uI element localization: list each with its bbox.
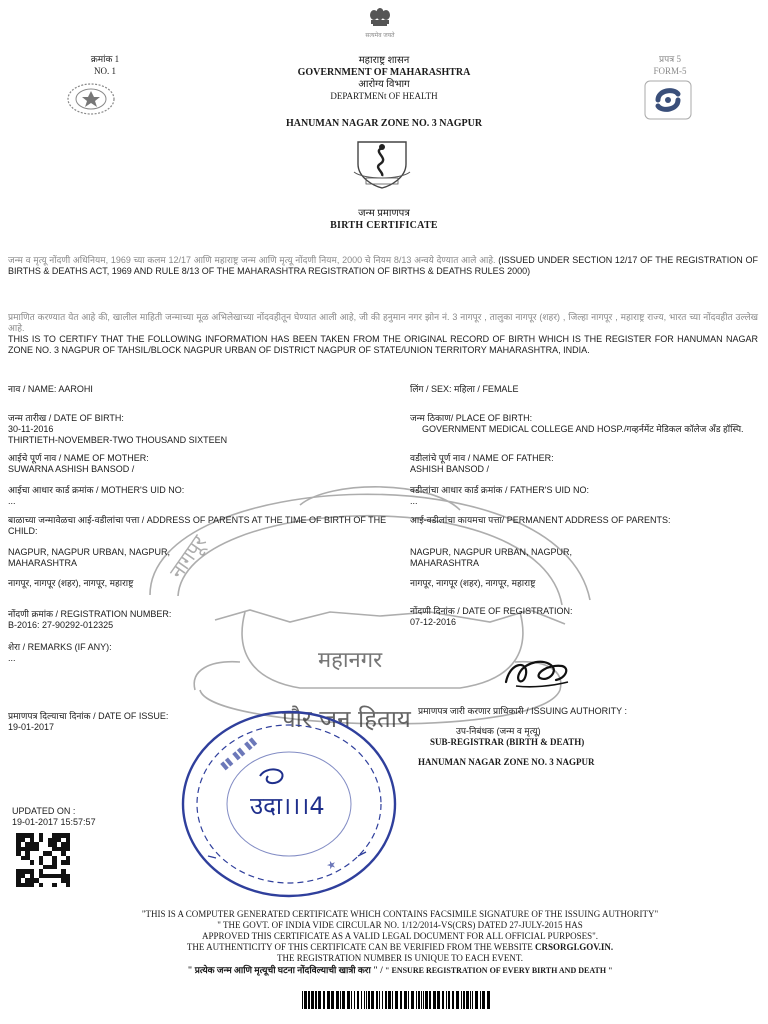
dept-marathi: आरोग्य विभाग [358, 79, 410, 90]
barcode-bar [379, 991, 380, 1009]
barcode-bar [461, 991, 462, 1009]
barcode-bar [376, 991, 378, 1009]
registration-number-label: नोंदणी क्रमांक / REGISTRATION NUMBER: [8, 609, 172, 619]
barcode-bar [318, 991, 321, 1009]
father-uid-value: ... [410, 496, 418, 506]
barcode-bar [342, 991, 345, 1009]
barcode-bar [425, 991, 428, 1009]
registration-number-value: B-2016: 27-90292-012325 [8, 620, 114, 630]
dob-words: THIRTIETH-NOVEMBER-TWO THOUSAND SIXTEEN [8, 435, 228, 445]
barcode-bar [411, 991, 414, 1009]
date-of-issue-label: प्रमाणपत्र दिल्याचा दिनांक / DATE OF ISSUE: [8, 711, 169, 721]
crs-logo-icon [644, 80, 692, 120]
barcode-bar [433, 991, 436, 1009]
footer-line-5: THE REGISTRATION NUMBER IS UNIQUE TO EACH EVENT. [277, 953, 523, 963]
barcode-bar [418, 991, 420, 1009]
barcode-bar [340, 991, 341, 1009]
child-name: नाव / NAME: AAROHI [8, 384, 93, 394]
permanent-address-marathi: नागपूर, नागपूर (शहर), नागपूर, महाराष्ट्र [410, 578, 536, 588]
barcode-bar [470, 991, 471, 1009]
barcode-bar [388, 991, 391, 1009]
registration-date-label: नोंदणी दिनांक / DATE OF REGISTRATION: [410, 606, 573, 616]
barcode-bar [429, 991, 431, 1009]
barcode-bar [371, 991, 374, 1009]
barcode-bar [400, 991, 402, 1009]
issuing-authority-label: प्रमाणपत्र जारी करणार प्राधिकारी / ISSUING AUTHORITY : [418, 706, 627, 716]
dob-value: 30-11-2016 [8, 424, 54, 434]
barcode-bar [366, 991, 367, 1009]
barcode-bar [472, 991, 473, 1009]
issued-under-paragraph [8, 255, 758, 277]
emblem-caption: सत्यमेव जयते [365, 33, 395, 39]
gov-marathi: महाराष्ट्र शासन [358, 55, 410, 66]
pob-label: जन्म ठिकाण/ PLACE OF BIRTH: [410, 413, 533, 423]
barcode-bar [475, 991, 478, 1009]
barcode-bar [368, 991, 370, 1009]
footer-line-2: " THE GOVT. OF INDIA VIDE CIRCULAR NO. 1/12/2014-VS(CRS) DATED 27-JULY-2015 HAS [217, 920, 583, 930]
issued-marathi: जन्म व मृत्यू नोंदणी अधिनियम, 1969 च्या कलम 12/17 आणि महाराष्ट्र जन्म आणि मृत्यू नोंदणी नियम, 2000 चे नियम 8/13 अन्वये देण्यात आले आहे. [8, 255, 496, 265]
footer-slogan-marathi: " प्रत्येक जन्म आणि मृत्यूची घटना नोंदविल्याची खात्री करा " / [187, 965, 383, 975]
barcode-bar [304, 991, 307, 1009]
footer-line-4-text: THE AUTHENTICITY OF THIS CERTIFICATE CAN BE VERIFIED FROM THE WEBSITE [186, 942, 536, 952]
national-emblem-icon [366, 6, 394, 30]
barcode-bar [311, 991, 314, 1009]
barcode-bar [480, 991, 481, 1009]
barcode-bar [392, 991, 393, 1009]
barcode-bar [463, 991, 465, 1009]
barcode-bar [336, 991, 339, 1009]
cert-title-english: BIRTH CERTIFICATE [330, 220, 438, 231]
svg-text:▮▮ ▮▮ ▮▮: ▮▮ ▮▮ ▮▮ [217, 734, 260, 773]
facsimile-signature-icon [496, 652, 576, 696]
dept-english: DEPARTMENt OF HEALTH [330, 91, 438, 101]
barcode-bar [315, 991, 317, 1009]
barcode-bar [466, 991, 469, 1009]
issuing-authority-zone: HANUMAN NAGAR ZONE NO. 3 NAGPUR [418, 757, 595, 767]
barcode-bar [423, 991, 424, 1009]
father-name-label: वडीलांचे पूर्ण नाव / NAME OF FATHER: [410, 453, 554, 463]
barcode-bar [456, 991, 459, 1009]
barcode-bar [351, 991, 352, 1009]
certify-paragraph [8, 312, 758, 356]
address-at-birth-label: बाळाच्या जन्मावेळचा आई-वडीलांचा पत्ता / ADDRESS OF PARENTS AT THE TIME OF BIRTH OF THE CHILD: [8, 515, 387, 536]
footer-line-1: "THIS IS A COMPUTER GENERATED CERTIFICATE WHICH CONTAINS FACSIMILE SIGNATURE OF THE ISSUING AUTHORITY" [141, 909, 659, 919]
address-at-birth-marathi: नागपूर, नागपूर (शहर), नागपूर, महाराष्ट्र [8, 578, 134, 588]
form-marathi: प्रपत्र 5 [659, 54, 681, 64]
mother-uid-label: आईचा आधार कार्ड क्रमांक / MOTHER'S UID NO: [8, 485, 185, 495]
barcode-bar [416, 991, 417, 1009]
certify-marathi: प्रमाणित करण्यात येत आहे की, खालील माहिती जन्माच्या मूळ अभिलेखाच्या नोंदवहीतून घेण्यात आली आहे, जी की हनुमान नगर झोन नं. 3 नागपूर , तालुका नागपूर (शहर) , जिल्हा नागपूर , महाराष्ट्र राज्य, भारत च्या नोंदवहीत उल्लेख आहे. [8, 312, 758, 333]
certificate-no: NO. 1 [94, 66, 116, 76]
form-number: FORM-5 [653, 66, 687, 76]
updated-on-value: 19-01-2017 15:57:57 [12, 817, 96, 827]
nagpur-corporation-crest-icon [350, 134, 414, 190]
mother-name-label: आईचे पूर्ण नाव / NAME OF MOTHER: [8, 453, 149, 463]
barcode-bar [327, 991, 330, 1009]
barcode-bar [364, 991, 365, 1009]
remarks-value: ... [8, 653, 16, 663]
barcode-bar [331, 991, 334, 1009]
date-of-issue-value: 19-01-2017 [8, 722, 55, 732]
address-at-birth-english: NAGPUR, NAGPUR URBAN, NAGPUR, MAHARASHTRA [8, 547, 171, 568]
remarks-label: शेरा / REMARKS (IF ANY): [8, 642, 112, 652]
registration-date-value: 07-12-2016 [410, 617, 457, 627]
mother-uid-value: ... [8, 496, 16, 506]
barcode-bar [308, 991, 310, 1009]
permanent-address-label: आई-वडीलांचा कायमचा पत्ता/ PERMANENT ADDRESS OF PARENTS: [410, 515, 671, 525]
official-round-stamp [178, 706, 400, 902]
qr-module [66, 883, 71, 888]
gov-english: GOVERNMENT OF MAHARASHTRA [297, 67, 471, 78]
issued-english: (ISSUED UNDER SECTION 12/17 OF THE REGISTRATION OF BIRTHS & DEATHS ACT, 1969 AND RULE 8/13 OF THE MAHARASHTRA REGISTRATION OF BIRTHS & DEATHS RULES 2000) [8, 255, 758, 276]
pob-value: GOVERNMENT MEDICAL COLLEGE AND HOSP./गव्हर्नमेंट मेडिकल कॉलेज अँड हॉस्पि. [422, 424, 744, 434]
updated-on-label: UPDATED ON : [12, 806, 76, 816]
watermark-band-word: महानगर [318, 648, 383, 673]
verification-website: CRSORGI.GOV.IN. [535, 942, 614, 952]
mother-name-value: SUWARNA ASHISH BANSOD / [8, 464, 135, 474]
barcode-bar [487, 991, 490, 1009]
barcode-bar [446, 991, 447, 1009]
father-name-value: ASHISH BANSOD / [410, 464, 490, 474]
document-barcode [302, 991, 491, 1009]
barcode-bar [452, 991, 454, 1009]
barcode-bar [361, 991, 362, 1009]
footer-line-3: APPROVED THIS CERTIFICATE AS A VALID LEGAL DOCUMENT FOR ALL OFFICIAL PURPOSES". [201, 931, 599, 941]
kramank-marathi: क्रमांक 1 [90, 54, 120, 64]
barcode-bar [354, 991, 355, 1009]
dob-label: जन्म तारीख / DATE OF BIRTH: [8, 413, 124, 423]
barcode-bar [395, 991, 398, 1009]
barcode-bar [404, 991, 407, 1009]
stamp-signature: उदा।।।4 [250, 792, 325, 820]
barcode-bar [347, 991, 350, 1009]
barcode-bar [408, 991, 409, 1009]
qr-code [16, 833, 70, 887]
issuing-authority-marathi: उप-निबंधक (जन्म व मृत्यू) [456, 726, 541, 736]
issuing-authority-english: SUB-REGISTRAR (BIRTH & DEATH) [430, 737, 585, 747]
barcode-bar [323, 991, 325, 1009]
footer-line-4 [60, 942, 740, 953]
watermark-word-bottom: पौर जन हिताय [282, 705, 411, 733]
barcode-bar [437, 991, 440, 1009]
zone-title: HANUMAN NAGAR ZONE NO. 3 NAGPUR [285, 118, 483, 129]
barcode-bar [357, 991, 359, 1009]
svg-text:★: ★ [324, 857, 339, 873]
certify-english: THIS IS TO CERTIFY THAT THE FOLLOWING INFORMATION HAS BEEN TAKEN FROM THE ORIGINAL RECORD OF BIRTH WHICH IS THE REGISTER FOR HANUMAN NAGAR ZONE NO. 3 NAGPUR OF TAHSIL/BLOCK NAGPUR URBAN OF DISTRICT NAGPUR OF STATE/UNION TERRITORY MAHARASHTRA, INDIA. [8, 334, 758, 355]
health-dept-logo-icon [66, 82, 116, 116]
child-sex: लिंग / SEX: महिला / FEMALE [410, 384, 519, 394]
barcode-bar [385, 991, 387, 1009]
barcode-bar [382, 991, 383, 1009]
barcode-bar [448, 991, 450, 1009]
barcode-bar [442, 991, 444, 1009]
barcode-bar [421, 991, 422, 1009]
barcode-bar [482, 991, 485, 1009]
permanent-address-english: NAGPUR, NAGPUR URBAN, NAGPUR, MAHARASHTRA [410, 547, 573, 568]
cert-title-marathi: जन्म प्रमाणपत्र [358, 208, 410, 219]
footer-slogan-english: " ENSURE REGISTRATION OF EVERY BIRTH AND DEATH " [385, 966, 613, 975]
father-uid-label: वडीलांचा आधार कार्ड क्रमांक / FATHER'S UID NO: [410, 485, 590, 495]
barcode-bar [302, 991, 303, 1009]
footer-line-6 [60, 965, 740, 976]
watermark-word-top: नागपूर [164, 530, 212, 583]
